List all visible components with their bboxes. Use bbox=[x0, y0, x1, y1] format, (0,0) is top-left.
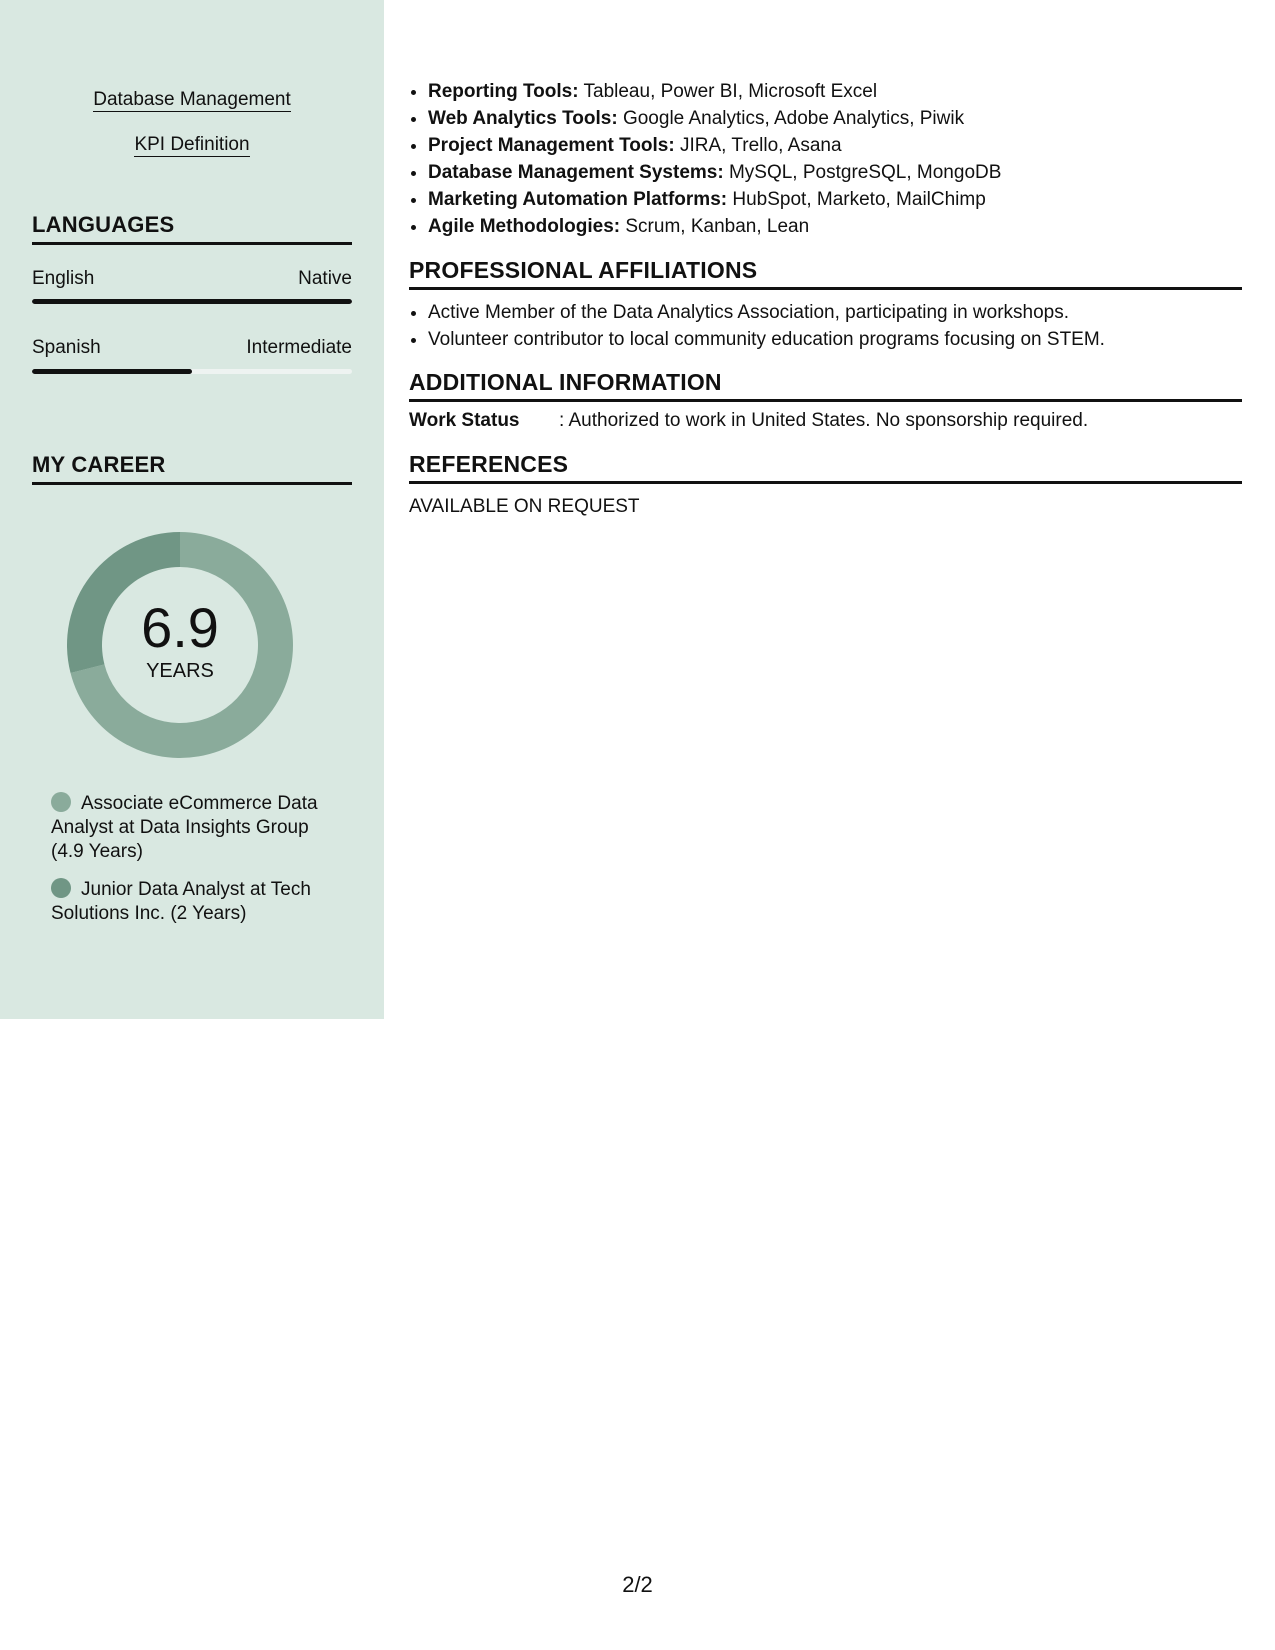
career-item-label: Junior Data Analyst at Tech Solutions Inc. (2 Years) bbox=[51, 879, 311, 924]
work-status-row bbox=[409, 410, 1088, 432]
references-text: AVAILABLE ON REQUEST bbox=[409, 496, 640, 517]
career-item-label: Associate eCommerce Data Analyst at Data Insights Group (4.9 Years) bbox=[51, 793, 318, 862]
language-row bbox=[32, 337, 352, 359]
affiliations-heading: PROFESSIONAL AFFILIATIONS bbox=[409, 257, 1242, 290]
career-item bbox=[51, 878, 331, 926]
language-level: Native bbox=[298, 268, 352, 289]
work-status-value: : Authorized to work in United States. No sponsorship required. bbox=[559, 410, 1089, 431]
career-item bbox=[51, 792, 331, 864]
sidebar bbox=[0, 0, 384, 1019]
list-item: • Web Analytics Tools: Google Analytics, Adobe Analytics, Piwik bbox=[428, 105, 1001, 132]
skill-tag: KPI Definition bbox=[134, 134, 250, 155]
affiliations-list bbox=[409, 299, 1105, 353]
language-row bbox=[32, 268, 352, 290]
language-level: Intermediate bbox=[246, 337, 352, 358]
list-item: • Marketing Automation Platforms: HubSpot, Marketo, MailChimp bbox=[428, 186, 1001, 213]
list-item: • Project Management Tools: JIRA, Trello, Asana bbox=[428, 132, 1001, 159]
language-bar-fill bbox=[32, 299, 352, 304]
list-item: • Database Management Systems: MySQL, PostgreSQL, MongoDB bbox=[428, 159, 1001, 186]
list-item: • Agile Methodologies: Scrum, Kanban, Lean bbox=[428, 213, 1001, 240]
language-name: English bbox=[32, 268, 95, 289]
skill-tag: Database Management bbox=[93, 89, 291, 110]
list-item: • Active Member of the Data Analytics Association, participating in workshops. bbox=[428, 299, 1105, 326]
donut-center bbox=[65, 530, 295, 760]
language-name: Spanish bbox=[32, 337, 101, 358]
language-bar bbox=[32, 369, 352, 374]
language-bar bbox=[32, 299, 352, 304]
career-total-unit: YEARS bbox=[146, 659, 214, 682]
career-donut-chart bbox=[65, 530, 295, 760]
languages-heading: LANGUAGES bbox=[32, 212, 352, 245]
language-bar-fill bbox=[32, 369, 192, 374]
additional-info-heading: ADDITIONAL INFORMATION bbox=[409, 369, 1242, 402]
tools-list bbox=[409, 78, 1001, 240]
career-total-years: 6.9 bbox=[141, 595, 219, 659]
legend-dot bbox=[51, 878, 71, 898]
career-heading: MY CAREER bbox=[32, 452, 352, 485]
page-number: 2/2 bbox=[622, 1572, 653, 1597]
work-status-label: Work Status bbox=[409, 410, 520, 431]
references-heading: REFERENCES bbox=[409, 451, 1242, 484]
legend-dot bbox=[51, 792, 71, 812]
list-item: • Reporting Tools: Tableau, Power BI, Microsoft Excel bbox=[428, 78, 1001, 105]
list-item: • Volunteer contributor to local community education programs focusing on STEM. bbox=[428, 326, 1105, 353]
